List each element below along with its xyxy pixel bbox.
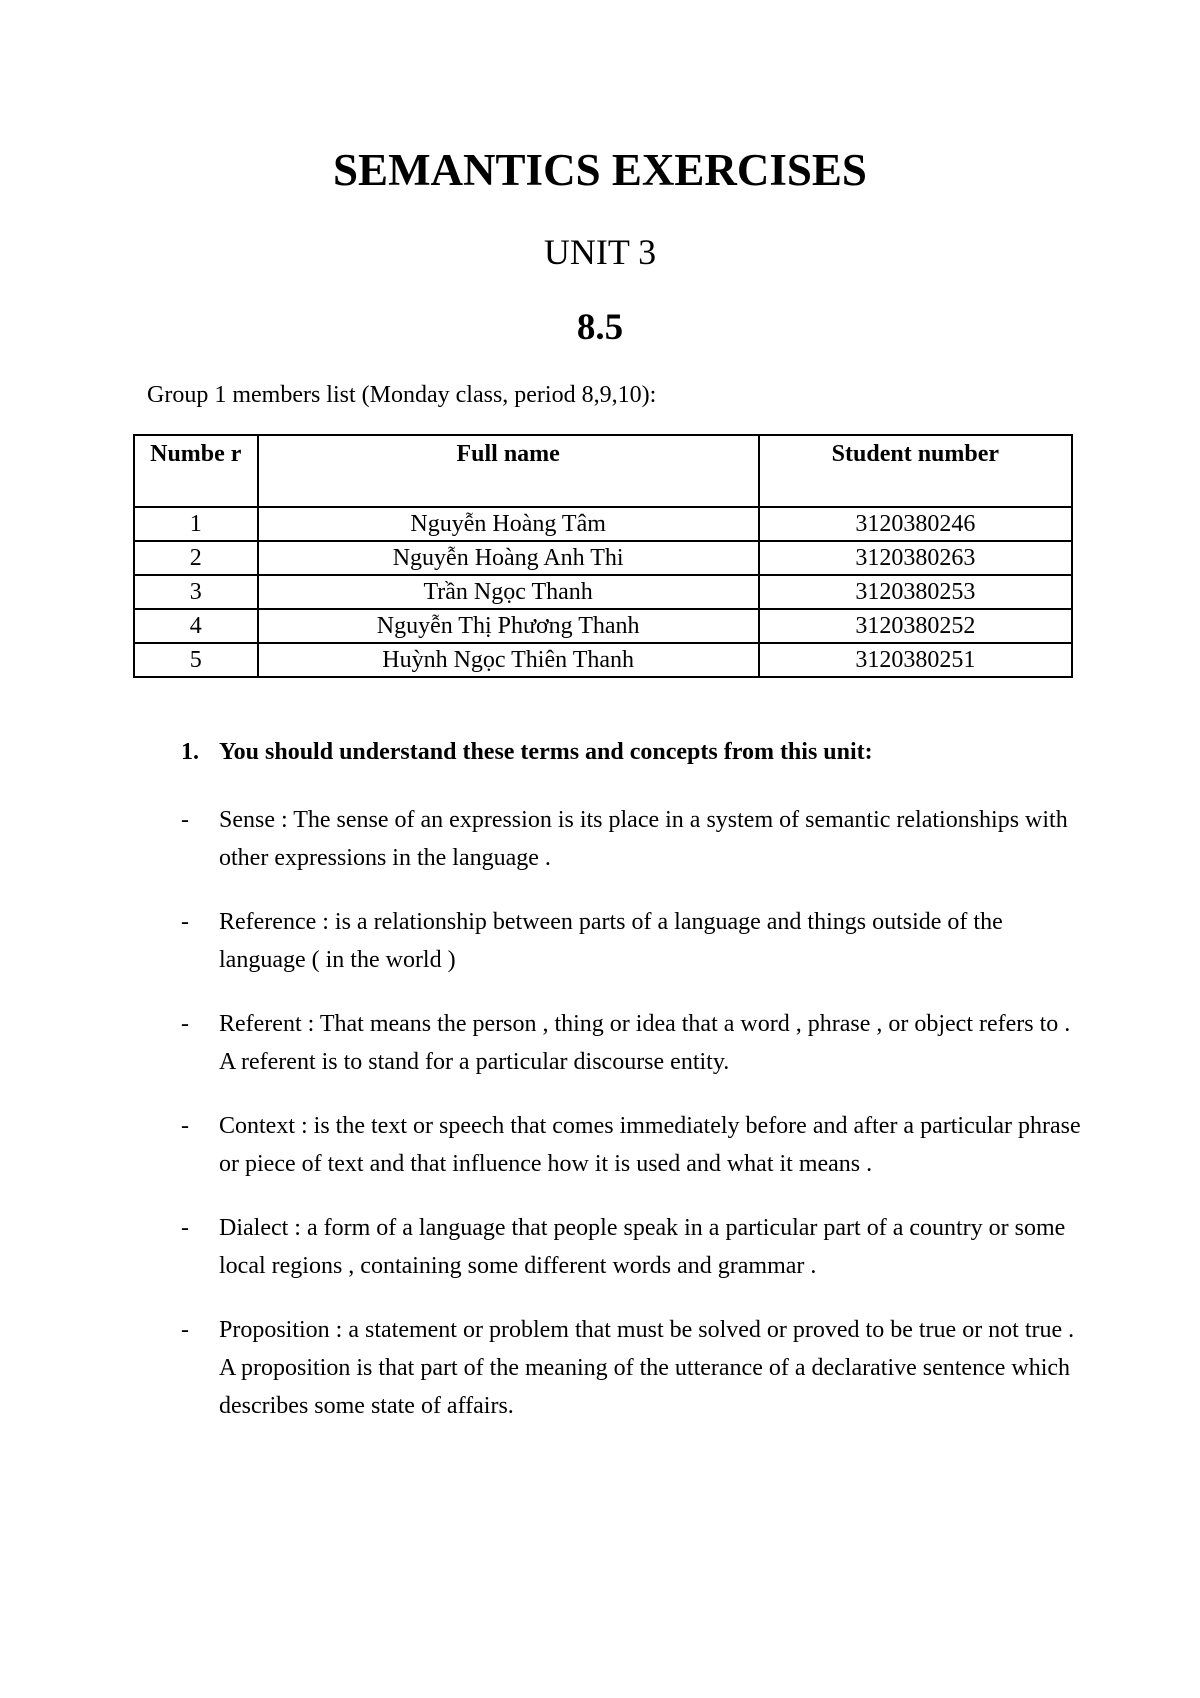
table-row [134, 541, 1072, 575]
cell-full-name: Nguyễn Thị Phương Thanh [258, 609, 759, 643]
table-row [134, 575, 1072, 609]
header-full-name: Full name [258, 435, 759, 507]
term-text-sense: Sense : The sense of an expression is its place in a system of semantic relationships with other expressions in the language . [219, 807, 1068, 871]
cell-student-number: 3120380246 [759, 507, 1072, 541]
cell-student-number: 3120380251 [759, 643, 1072, 677]
question-1-number: 1. [181, 739, 199, 765]
terms-list [181, 801, 1081, 1451]
cell-full-name: Nguyễn Hoàng Anh Thi [258, 541, 759, 575]
bullet-dash: - [181, 909, 189, 935]
cell-student-number: 3120380263 [759, 541, 1072, 575]
term-text-proposition: Proposition : a statement or problem that must be solved or proved to be true or not true . A proposition is that part of the meaning of the utterance of a declarative sentence which describes some state of affairs. [219, 1317, 1075, 1419]
question-1-heading [181, 738, 873, 767]
cell-number: 2 [134, 541, 258, 575]
cell-student-number: 3120380253 [759, 575, 1072, 609]
cell-full-name: Nguyễn Hoàng Tâm [258, 507, 759, 541]
bullet-dash: - [181, 1215, 189, 1241]
header-student-number: Student number [759, 435, 1072, 507]
table-row [134, 507, 1072, 541]
cell-number: 4 [134, 609, 258, 643]
unit-heading: UNIT 3 [543, 232, 657, 272]
question-1-text: You should understand these terms and concepts from this unit: [219, 739, 873, 765]
header-number: Numbe r [134, 435, 258, 507]
cell-number: 1 [134, 507, 258, 541]
group-members-label: Group 1 members list (Monday class, period 8,9,10): [147, 382, 657, 408]
cell-full-name: Trần Ngọc Thanh [258, 575, 759, 609]
term-text-referent: Referent : That means the person , thing or idea that a word , phrase , or object refers to . A referent is to stand for a particular discourse entity. [219, 1011, 1071, 1075]
members-table [133, 434, 1073, 678]
table-row [134, 609, 1072, 643]
cell-full-name: Huỳnh Ngọc Thiên Thanh [258, 643, 759, 677]
term-text-dialect: Dialect : a form of a language that people speak in a particular part of a country or some local regions , containing some different words and grammar . [219, 1215, 1066, 1279]
term-text-context: Context : is the text or speech that comes immediately before and after a particular phrase or piece of text and that influence how it is used and what it means . [219, 1113, 1081, 1177]
bullet-dash: - [181, 1113, 189, 1139]
list-item [181, 1209, 1081, 1285]
list-item [181, 1107, 1081, 1183]
cell-student-number: 3120380252 [759, 609, 1072, 643]
table-header-row [134, 435, 1072, 507]
list-item [181, 1311, 1081, 1425]
cell-number: 5 [134, 643, 258, 677]
term-text-reference: Reference : is a relationship between parts of a language and things outside of the language ( in the world ) [219, 909, 1003, 973]
bullet-dash: - [181, 807, 189, 833]
list-item [181, 903, 1081, 979]
list-item [181, 1005, 1081, 1081]
bullet-dash: - [181, 1011, 189, 1037]
document-title: SEMANTICS EXERCISES [333, 145, 867, 195]
list-item [181, 801, 1081, 877]
bullet-dash: - [181, 1317, 189, 1343]
table-row [134, 643, 1072, 677]
section-number: 8.5 [576, 307, 624, 348]
cell-number: 3 [134, 575, 258, 609]
